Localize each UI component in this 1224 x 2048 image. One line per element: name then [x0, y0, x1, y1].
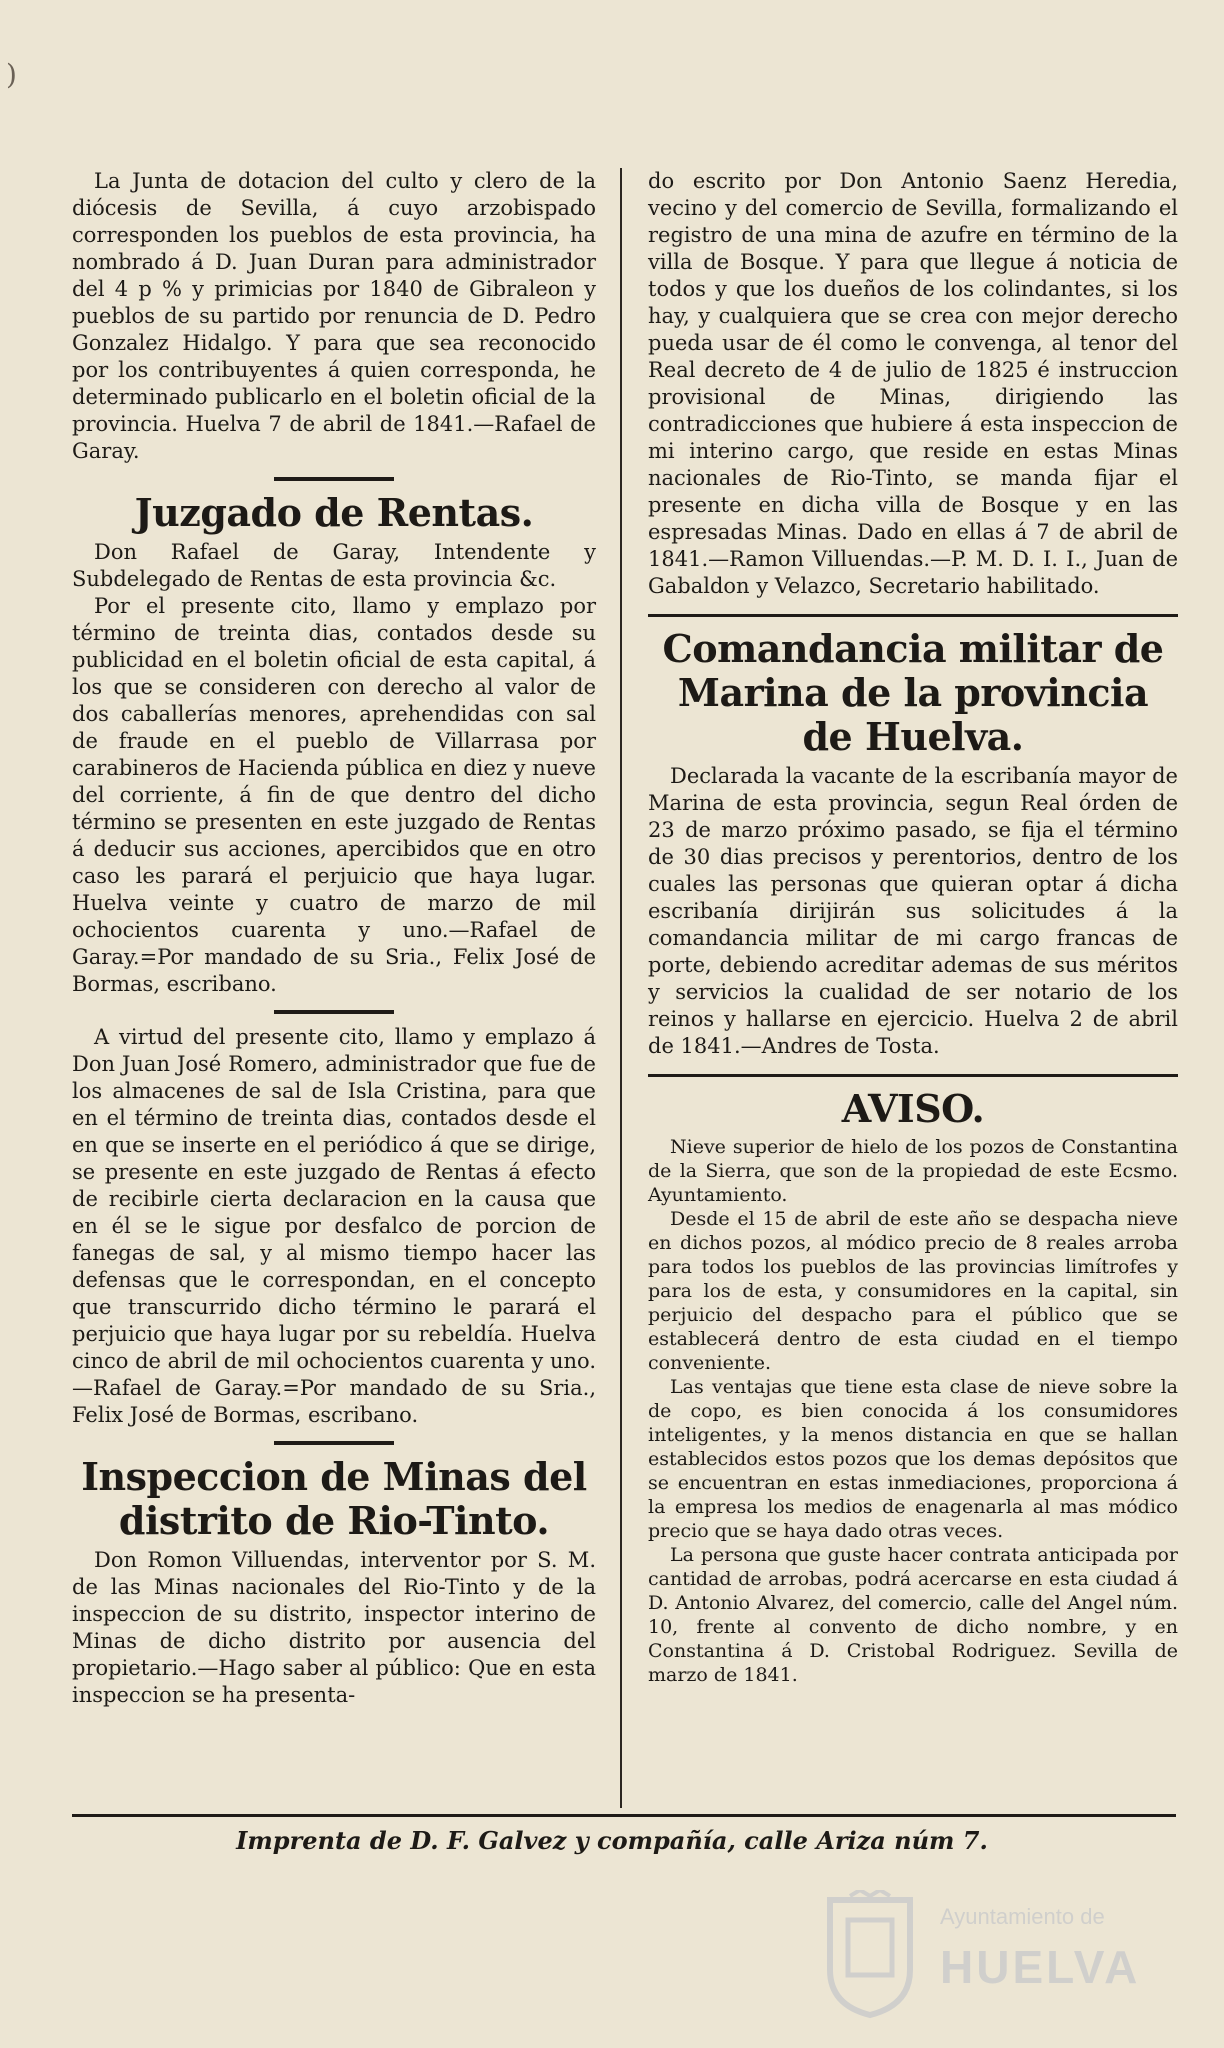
inspeccion-text-continued: do escrito por Don Antonio Saenz Heredia, vecino y del comercio de Sevilla, formalizando el registro de una mina de azufre en término de la villa de Bosque. Y para que llegue á noticia de todos y que los dueños de los colindantes, si los hay, y cualquiera que se crea con mejor derecho pueda usar de él como le convenga, al tenor del Real decreto de 4 de julio de 1825 é instruccion provisional de Minas, dirigiendo las contradicciones que hubiere á esta inspeccion de mi interino cargo, que reside en estas Minas nacionales de Rio-Tinto, se manda fijar el presente en dicha villa de Bosque y en las espresadas Minas. Dado en ellas á 7 de abril de 1841.—Ramon Villuendas.—P. M. D. I. I., Juan de Gabaldon y Velazco, Secretario habilitado.	[648, 169, 1178, 598]
aviso-paragraph-3: La persona que guste hacer contrata anticipada por cantidad de arrobas, podrá acercarse en esta ciudad á D. Antonio Alvarez, del comercio, calle del Angel núm. 10, frente al convento de dicho nombre, y en Constantina á D. Cristobal Rodriguez. Sevilla de marzo de 1841.	[648, 1544, 1178, 1686]
aviso-intro: Nieve superior de hielo de los pozos de Constantina de la Sierra, que son de la propiedad de este Ecsmo. Ayuntamiento.	[648, 1136, 1178, 1206]
inspeccion-text-start: Don Romon Villuendas, interventor por S. M. de las Minas nacionales del Rio-Tinto y de la inspeccion de su distrito, inspector interino de Minas de dicho distrito por ausencia del propietario.—Hago saber al público: Que en esta inspeccion se ha presenta-	[72, 1548, 596, 1707]
junta-notice: La Junta de dotacion del culto y clero de la diócesis de Sevilla, á cuyo arzobispado corresponden los pueblos de esta provincia, ha nombrado á D. Juan Duran para administrador del 4 p % y primicias por 1840 de Gibraleon y pueblos de su partido por renuncia de D. Pedro Gonzalez Hidalgo. Y para que sea reconocido por los contribuyentes á quien corresponda, he determinado publicarlo en el boletin oficial de la provincia. Huelva 7 de abril de 1841.—Rafael de Garay.	[72, 169, 596, 463]
juzgado-intro: Don Rafael de Garay, Intendente y Subdelegado de Rentas de esta provincia &c.	[72, 540, 596, 591]
right-column	[648, 168, 1178, 1687]
juzgado-citation-1: Por el presente cito, llamo y emplazo por término de treinta dias, contados desde su publicidad en el boletin oficial de esta capital, á los que se consideren con derecho al valor de dos caballerías menores, aprehendidas con sal de fraude en el pueblo de Villarrasa por carabineros de Hacienda pública en diez y nueve del corriente, á fin de que dentro del dicho término se presenten en este juzgado de Rentas á deducir sus acciones, apercibidos que en otro caso les parará el perjuicio que haya lugar. Huelva veinte y cuatro de marzo de mil ochocientos cuarenta y uno.—Rafael de Garay.=Por mandado de su Sria., Felix José de Bormas, escribano.	[72, 594, 596, 996]
section-divider	[274, 477, 394, 481]
section-divider	[648, 614, 1178, 617]
inspeccion-title: Inspeccion de Minas del distrito de Rio-Tinto.	[81, 1454, 587, 1543]
footer-rule	[72, 1814, 1176, 1817]
section-divider	[648, 1074, 1178, 1077]
coat-of-arms-icon	[820, 1890, 920, 2020]
left-column	[72, 168, 596, 1709]
watermark-line-2: HUELVA	[940, 1941, 1141, 1993]
archive-watermark	[800, 1890, 1180, 2030]
juzgado-citation-2: A virtud del presente cito, llamo y emplazo á Don Juan José Romero, administrador que fue de los almacenes de sal de Isla Cristina, para que en el término de treinta dias, contados desde el en que se inserte en el periódico á que se dirige, se presente en este juzgado de Rentas á efecto de recibirle cierta declaracion en la causa que en él se le sigue por desfalco de porcion de fanegas de sal, y al mismo tiempo hacer las defensas que le correspondan, en el concepto que transcurrido dicho término le parará el perjuicio que haya lugar por su rebeldía. Huelva cinco de abril de mil ochocientos cuarenta y uno.—Rafael de Garay.=Por mandado de su Sria., Felix José de Bormas, escribano.	[72, 1025, 596, 1427]
aviso-paragraph-1: Desde el 15 de abril de este año se despacha nieve en dichos pozos, al módico precio de 8 reales arroba para todos los pueblos de las provincias limítrofes y para los de esta, y consumidores en la capital, sin perjuicio del despacho para el público que se establecerá dentro de esta ciudad en el tiempo conveniente.	[648, 1208, 1178, 1374]
column-divider	[620, 168, 622, 1808]
juzgado-title: Juzgado de Rentas.	[134, 490, 534, 535]
aviso-title: AVISO.	[841, 1086, 985, 1131]
section-divider	[274, 1010, 394, 1014]
watermark-line-1: Ayuntamiento de	[940, 1904, 1105, 1929]
comandancia-text: Declarada la vacante de la escribanía mayor de Marina de esta provincia, segun Real órden de 23 de marzo próximo pasado, se fija el término de 30 dias precisos y perentorios, dentro de los cuales las personas que quieran optar á dicha escribanía dirijirán sus solicitudes á la comandancia militar de mi cargo francas de porte, debiendo acreditar ademas de sus méritos y servicios la cualidad de ser notario de los reinos y hallarse en ejercicio. Huelva 2 de abril de 1841.—Andres de Tosta.	[648, 764, 1178, 1058]
printer-imprint: Imprenta de D. F. Galvez y compañía, calle Ariza núm 7.	[236, 1826, 988, 1855]
comandancia-title: Comandancia militar de Marina de la provincia de Huelva.	[662, 626, 1164, 759]
aviso-paragraph-2: Las ventajas que tiene esta clase de nieve sobre la de copo, es bien conocida á los consumidores inteligentes, y la menos distancia en que se hallan establecidos estos pozos que los demas depósitos que se encuentran en estas inmediaciones, proporciona á la empresa los medios de enagenarla al mas módico precio que se haya dado otras veces.	[648, 1376, 1178, 1542]
section-divider	[274, 1441, 394, 1445]
page-edge-mark: )	[6, 58, 17, 91]
